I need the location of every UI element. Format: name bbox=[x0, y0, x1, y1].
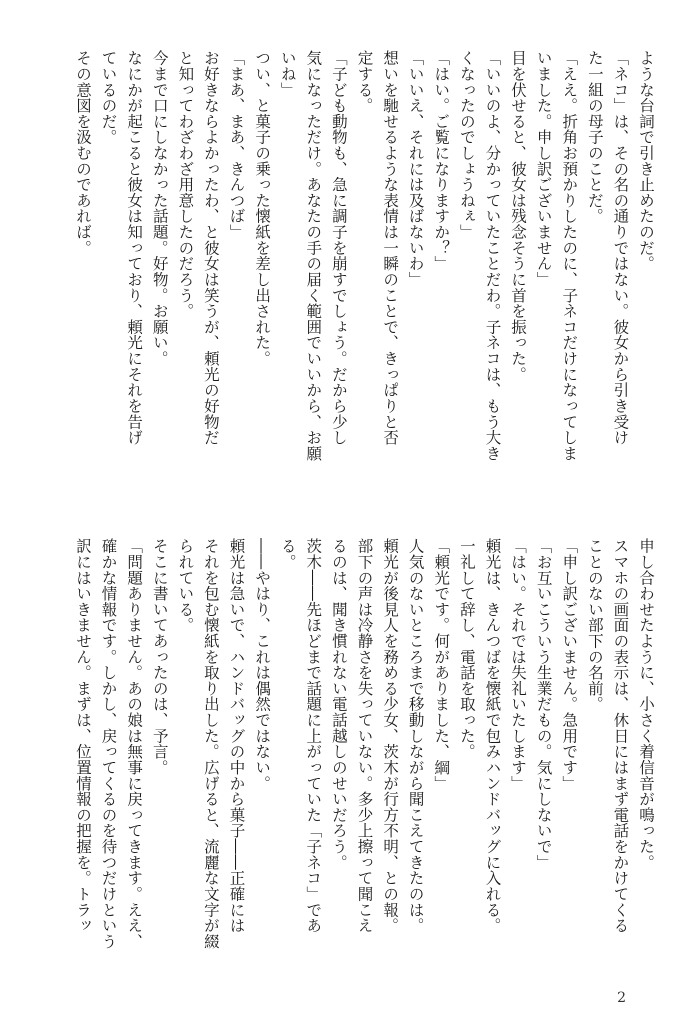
text-line: 人気のないところまで移動しながら聞こえてきたのは。 bbox=[406, 538, 425, 934]
text-line: 「ええ。折角お預かりしたのに、子ネコだけになってしま bbox=[560, 50, 579, 462]
text-line: 「申し訳ございません。急用です」 bbox=[560, 538, 579, 791]
text-line: た一組の母子のことだ。 bbox=[585, 50, 604, 224]
text-line: 頼光が後見人を務める少女、茨木が行方不明、との報。 bbox=[381, 538, 400, 934]
text-line: 「はい。ご覧になりますか？」 bbox=[432, 50, 451, 272]
text-line: 頼光は急いで、ハンドバッグの中から菓子――正確には bbox=[227, 538, 246, 934]
text-line: ――やはり、これは偶然ではない。 bbox=[253, 538, 272, 791]
text-line: と知ってわざわざ用意したのだろう。 bbox=[176, 50, 195, 319]
text-line: スマホの画面の表示は、休日にはまず電話をかけてくる bbox=[611, 538, 630, 934]
text-line: 「頼光です。何がありました、綱」 bbox=[432, 538, 451, 791]
text-line: くなったのでしょうねぇ」 bbox=[457, 50, 476, 240]
text-block-bottom bbox=[69, 538, 658, 978]
text-line: 一礼して辞し、電話を取った。 bbox=[457, 538, 476, 760]
text-line: 部下の声は冷静さを失っていない。多少上擦って聞こえ bbox=[355, 538, 374, 934]
text-line: 申し合わせたように、小さく着信音が鳴った。 bbox=[637, 538, 655, 871]
text-line: お好きならよかったわ、と彼女は笑うが、頼光の好物だ bbox=[201, 50, 220, 446]
text-line: いました。申し訳ございません」 bbox=[534, 50, 553, 288]
text-line: 「ネコ」は、その名の通りではない。彼女から引き受け bbox=[611, 50, 630, 446]
text-line: 目を伏せると、彼女は残念そうに首を振った。 bbox=[509, 50, 528, 383]
text-line: 今まで口にしなかった話題。好物。お願い。 bbox=[150, 50, 169, 367]
text-line: 茨木――先ほどまで話題に上がっていた「子ネコ」であ bbox=[304, 538, 323, 934]
text-line: ことのない部下の名前。 bbox=[585, 538, 604, 712]
text-line: 「問題ありません。あの娘は無事に戻ってきます。ええ、 bbox=[125, 538, 144, 950]
text-line: つい、と菓子の乗った懐紙を差し出された。 bbox=[253, 50, 272, 367]
text-line: 「はい。それでは失礼いたします」 bbox=[509, 538, 528, 791]
text-line: 定する。 bbox=[355, 50, 374, 114]
text-line: ているのだ。 bbox=[99, 50, 118, 145]
text-line: る。 bbox=[278, 538, 297, 570]
text-line: 「いいのよ、分かっていたことだわ。子ネコは、もう大き bbox=[483, 50, 502, 462]
text-line: いね」 bbox=[278, 50, 297, 98]
page-number: 2 bbox=[617, 990, 626, 1006]
text-line: 気になっただけ。あなたの手の届く範囲でいいから、お願 bbox=[304, 50, 323, 462]
text-line: 想いを馳せるような表情は一瞬のことで、きっぱりと否 bbox=[381, 50, 400, 446]
text-line: 「お互いこういう生業だもの。気にしないで」 bbox=[534, 538, 553, 871]
text-line: 「子ども動物も、急に調子を崩すでしょう。だから少し bbox=[329, 50, 348, 446]
text-line: 「いいえ、それには及ばないわ」 bbox=[406, 50, 425, 288]
text-line: るのは、聞き慣れない電話越しのせいだろう。 bbox=[329, 538, 348, 871]
text-line: 確かな情報です。しかし、戻ってくるのを待つだけという bbox=[99, 538, 118, 950]
text-block-top bbox=[69, 50, 658, 490]
text-line: 「まあ、まあ、きんつば」 bbox=[227, 50, 246, 240]
text-line: 頼光は、きんつばを懐紙で包みハンドバッグに入れる。 bbox=[483, 538, 502, 934]
text-line: そこに書いてあったのは、予言。 bbox=[150, 538, 169, 776]
text-line: なにかが起こると彼女は知っており、頼光にそれを告げ bbox=[125, 50, 144, 446]
text-line: その意図を汲むのであれば。 bbox=[73, 50, 92, 256]
text-line: それを包む懐紙を取り出した。広げると、流麗な文字が綴 bbox=[201, 538, 220, 950]
text-line: 訳にはいきません。まずは、位置情報の把握を。トラッ bbox=[73, 538, 92, 934]
text-line: られている。 bbox=[176, 538, 195, 633]
text-line: ような台詞で引き止めたのだ。 bbox=[637, 50, 655, 272]
